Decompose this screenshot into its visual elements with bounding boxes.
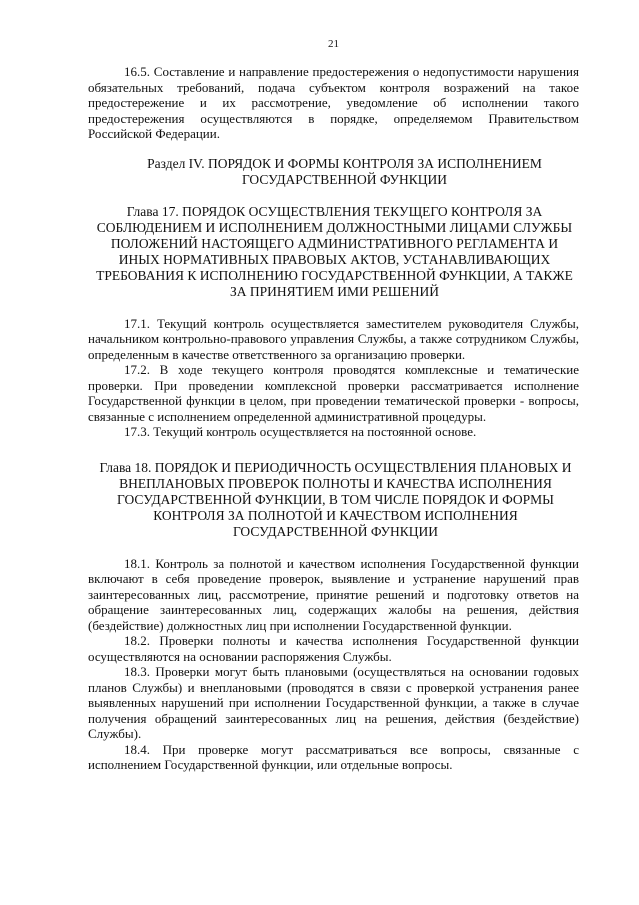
section-heading: Раздел IV. ПОРЯДОК И ФОРМЫ КОНТРОЛЯ ЗА ИСПОЛНЕНИЕМ ГОСУДАРСТВЕННОЙ ФУНКЦИИ [147, 155, 542, 187]
paragraph-18-1: 18.1. Контроль за полнотой и качеством исполнения Государственной функции включают в себя проведение проверок, выявление и устранение нарушений прав заинтересованных лиц, рассмотрение, принятие решений и подготовку ответов на обращение заинтересованных лиц, содержащих жалобы на решения, действия (бездействие) должностных лиц при исполнении Государственной функции. [88, 555, 579, 633]
chapter-18-heading: Глава 18. ПОРЯДОК И ПЕРИОДИЧНОСТЬ ОСУЩЕСТВЛЕНИЯ ПЛАНОВЫХ И ВНЕПЛАНОВЫХ ПРОВЕРОК ПОЛНОТЫ И КАЧЕСТВА ИСПОЛНЕНИЯ ГОСУДАРСТВЕННОЙ ФУНКЦИИ, В ТОМ ЧИСЛЕ ПОРЯДОК И ФОРМЫ КОНТРОЛЯ ЗА ПОЛНОТОЙ И КАЧЕСТВОМ ИСПОЛНЕНИЯ ГОСУДАРСТВЕННОЙ ФУНКЦИИ [99, 459, 572, 539]
paragraph-17-2: 17.2. В ходе текущего контроля проводятся комплексные и тематические проверки. При проведении комплексной проверки рассматривается исполнение Государственной функции в целом, при проведении тематической проверки - вопросы, связанные с исполнением определенной административной процедуры. [88, 362, 579, 424]
paragraph-18-4: 18.4. При проверке могут рассматриваться все вопросы, связанные с исполнением Государственной функции, или отдельные вопросы. [88, 741, 579, 772]
page-number: 21 [328, 38, 339, 50]
paragraph-16-5: 16.5. Составление и направление предостережения о недопустимости нарушения обязательных требований, подача субъектом контроля возражений на такое предостережение и их рассмотрение, уведомление об исполнении такого предостережения осуществляются в порядке, определяемом Правительством Российской Федерации. [88, 64, 579, 141]
paragraph-18-3: 18.3. Проверки могут быть плановыми (осуществляться на основании годовых планов Службы) и внеплановыми (проводятся в связи с проверкой устранения ранее выявленных нарушений при исполнении Государственной функции, а также в случае получения обращений заинтересованных лиц на решения, действия (бездействие) Службы). [88, 664, 579, 741]
paragraph-18-2: 18.2. Проверки полноты и качества исполнения Государственной функции осуществляются на основании распоряжения Службы. [88, 633, 579, 664]
chapter-17-heading: Глава 17. ПОРЯДОК ОСУЩЕСТВЛЕНИЯ ТЕКУЩЕГО КОНТРОЛЯ ЗА СОБЛЮДЕНИЕМ И ИСПОЛНЕНИЕМ ДОЛЖНОСТНЫМИ ЛИЦАМИ СЛУЖБЫ ПОЛОЖЕНИЙ НАСТОЯЩЕГО АДМИНИСТРАТИВНОГО РЕГЛАМЕНТА И ИНЫХ НОРМАТИВНЫХ ПРАВОВЫХ АКТОВ, УСТАНАВЛИВАЮЩИХ ТРЕБОВАНИЯ К ИСПОЛНЕНИЮ ГОСУДАРСТВЕННОЙ ФУНКЦИИ, А ТАКЖЕ ЗА ПРИНЯТИЕМ ИМИ РЕШЕНИЙ [96, 203, 573, 299]
paragraph-17-3: 17.3. Текущий контроль осуществляется на постоянной основе. [124, 424, 477, 439]
paragraph-17-1: 17.1. Текущий контроль осуществляется заместителем руководителя Службы, начальником контрольно-правового управления Службы, а также сотрудником Службы, определенным в качестве ответственного за организацию проверки. [88, 315, 579, 362]
